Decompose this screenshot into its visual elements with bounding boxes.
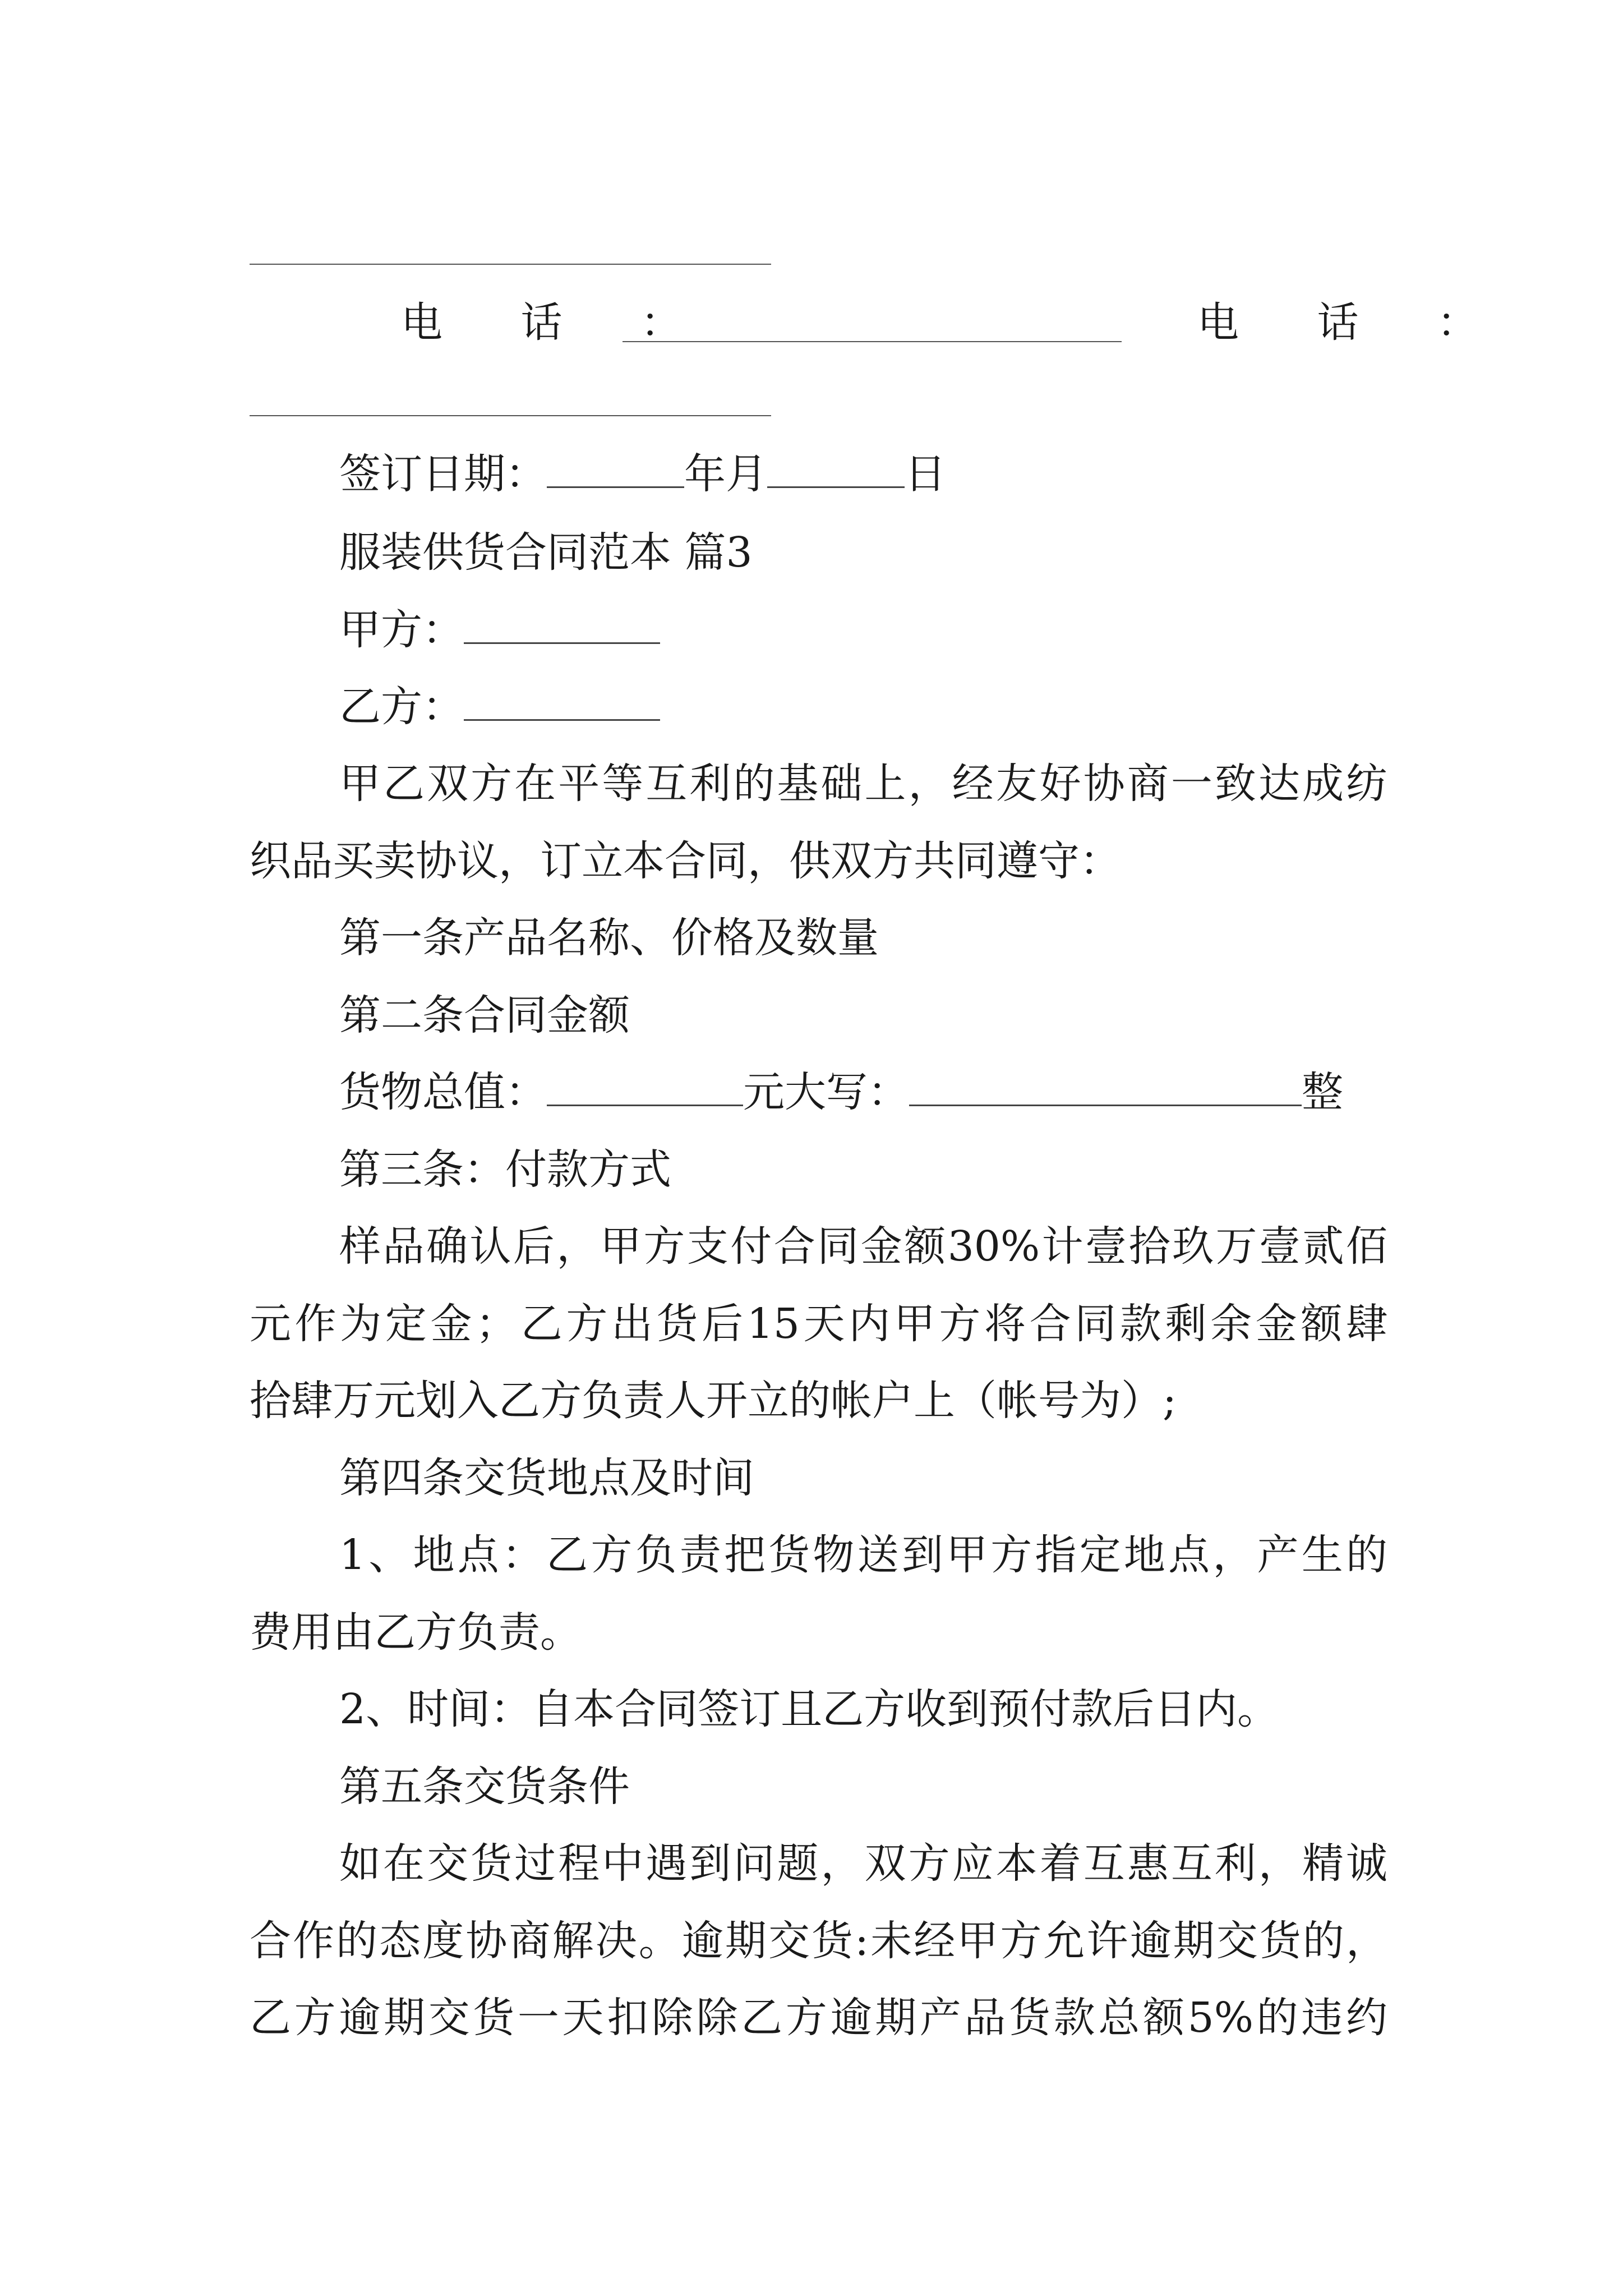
sign-day-blank bbox=[767, 454, 905, 488]
condition-line-2: 合作的态度协商解决。逾期交货:未经甲方允许逾期交货的， bbox=[250, 1917, 1387, 1965]
party-a-label: 甲方： bbox=[339, 606, 464, 654]
total-end: 整 bbox=[1302, 1068, 1343, 1116]
payment-line-2: 元作为定金；乙方出货后15天内甲方将合同款剩余金额肆 bbox=[250, 1300, 1387, 1348]
sign-year-blank bbox=[547, 454, 684, 488]
payment-line-1: 样品确认后，甲方支付合同金额30%计壹拾玖万壹贰佰 bbox=[339, 1222, 1387, 1271]
blank-line-top bbox=[250, 264, 771, 265]
payment-line-3: 拾肆万元划入乙方负责人开立的帐户上（帐号为）; bbox=[250, 1377, 1177, 1425]
phone-blank-left bbox=[623, 341, 1122, 342]
place-line-1: 1、地点：乙方负责把货物送到甲方指定地点，产生的 bbox=[339, 1531, 1387, 1579]
place-line-2: 费用由乙方负责。 bbox=[250, 1608, 582, 1657]
condition-line-3: 乙方逾期交货一天扣除除乙方逾期产品货款总额5%的违约 bbox=[250, 1994, 1387, 2042]
party-a bbox=[339, 605, 1387, 655]
total-amount-blank bbox=[547, 1072, 743, 1106]
article-3: 第三条：付款方式 bbox=[339, 1145, 671, 1194]
article-1: 第一条产品名称、价格及数量 bbox=[339, 914, 879, 962]
time-line: 2、时间：自本合同签订且乙方收到预付款后日内。 bbox=[339, 1685, 1279, 1733]
intro-line-1: 甲乙双方在平等互利的基础上，经友好协商一致达成纺 bbox=[339, 760, 1387, 808]
phone-row bbox=[0, 297, 1623, 353]
condition-line-1: 如在交货过程中遇到问题，双方应本着互惠互利，精诚 bbox=[339, 1839, 1387, 1888]
phone-label-right: 电 话 ： bbox=[1197, 298, 1511, 347]
sign-date-label: 签订日期： bbox=[339, 450, 547, 498]
phone-label-left: 电 话 ： bbox=[401, 298, 715, 347]
article-4: 第四条交货地点及时间 bbox=[339, 1454, 754, 1502]
party-a-blank bbox=[464, 610, 660, 644]
total-label: 货物总值： bbox=[339, 1068, 547, 1116]
sign-date-year-month: 年月 bbox=[684, 450, 767, 498]
party-b bbox=[339, 682, 1387, 732]
article-5: 第五条交货条件 bbox=[339, 1763, 630, 1811]
contract-title: 服装供货合同范本 篇3 bbox=[339, 528, 753, 577]
sign-date bbox=[339, 449, 1387, 499]
total-capital-blank bbox=[909, 1072, 1302, 1106]
party-b-blank bbox=[464, 687, 660, 721]
party-b-label: 乙方： bbox=[339, 683, 464, 731]
intro-line-2: 织品买卖协议，订立本合同，供双方共同遵守： bbox=[250, 837, 1121, 885]
total-unit: 元大写： bbox=[743, 1068, 909, 1116]
phone-blank-right bbox=[250, 415, 771, 416]
article-2: 第二条合同金额 bbox=[339, 991, 630, 1039]
total-value bbox=[339, 1067, 1387, 1117]
sign-date-day: 日 bbox=[905, 450, 946, 498]
